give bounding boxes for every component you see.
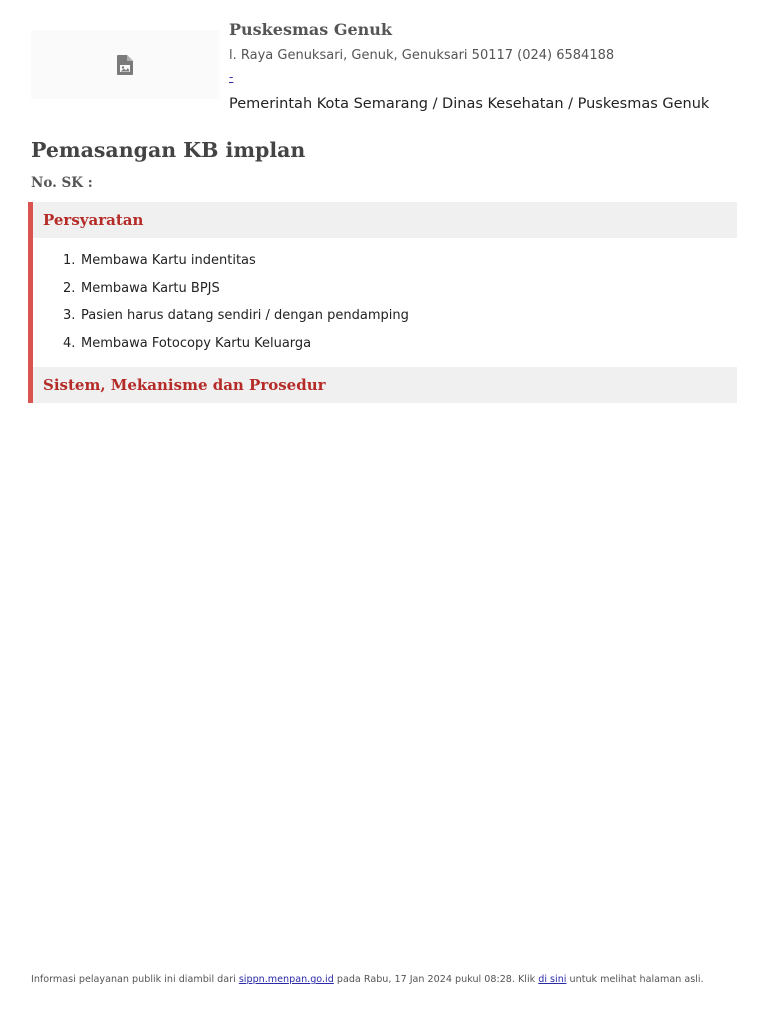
item-text: Membawa Kartu BPJS <box>81 280 220 296</box>
org-address: l. Raya Genuksari, Genuk, Genuksari 50117 (024) 6584188 <box>229 48 615 63</box>
requirements-title: Persyaratan <box>33 202 737 238</box>
item-number: 4. <box>63 336 76 352</box>
original-page-link[interactable]: di sini <box>538 974 567 985</box>
sk-number-label: No. SK : <box>31 175 93 191</box>
item-text: Pasien harus datang sendiri / dengan pendamping <box>81 308 409 324</box>
org-name: Puskesmas Genuk <box>229 20 393 39</box>
footer-suffix: untuk melihat halaman asli. <box>569 974 704 985</box>
org-logo <box>31 30 219 99</box>
footer-prefix: Informasi pelayanan publik ini diambil dari <box>31 974 236 985</box>
image-file-icon <box>117 55 133 75</box>
page-title: Pemasangan KB implan <box>31 138 306 162</box>
item-number: 1. <box>63 253 76 269</box>
list-item <box>33 275 737 303</box>
footer-middle: pada Rabu, 17 Jan 2024 pukul 08:28. Klik <box>336 974 536 985</box>
requirements-section <box>28 202 737 367</box>
procedure-title: Sistem, Mekanisme dan Prosedur <box>33 367 737 403</box>
item-text: Membawa Kartu indentitas <box>81 253 256 269</box>
item-text: Membawa Fotocopy Kartu Keluarga <box>81 336 312 352</box>
item-number: 2. <box>63 280 76 296</box>
org-website-link[interactable]: - <box>229 70 234 84</box>
list-item <box>33 247 737 275</box>
item-number: 3. <box>63 308 76 324</box>
breadcrumb: Pemerintah Kota Semarang / Dinas Kesehatan / Puskesmas Genuk <box>229 96 710 112</box>
requirements-list <box>33 238 737 357</box>
procedure-section <box>28 367 737 403</box>
source-footer <box>31 974 737 985</box>
list-item <box>33 330 737 358</box>
source-link[interactable]: sippn.menpan.go.id <box>238 974 334 985</box>
list-item <box>33 302 737 330</box>
